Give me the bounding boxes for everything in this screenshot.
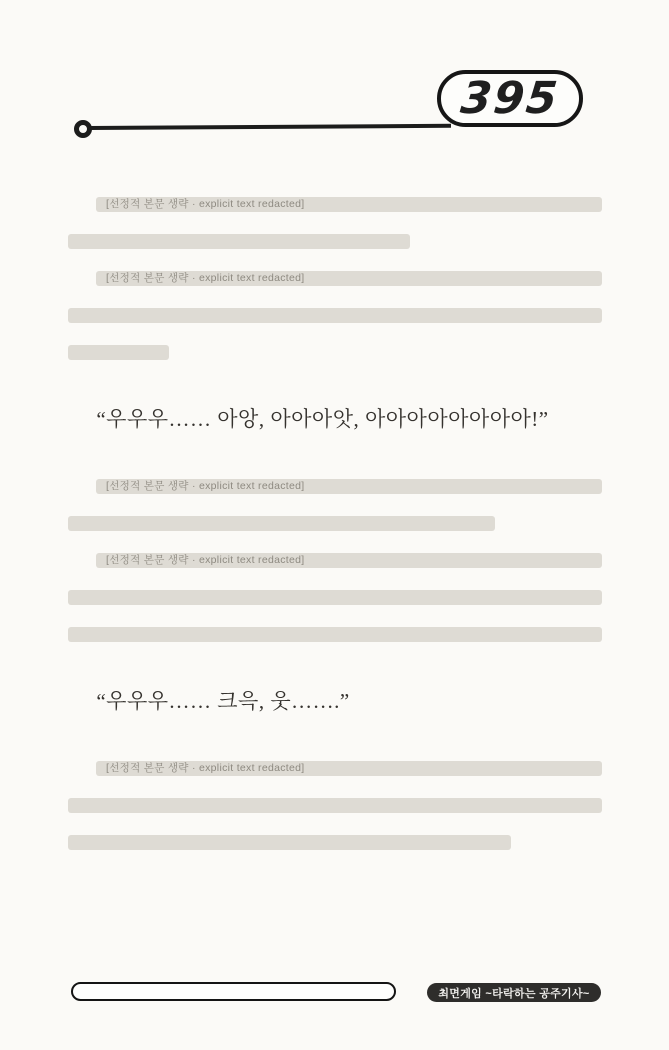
redaction-bar [68,590,602,605]
dialogue-2: “우우우…… 크윽, 웃…….” [96,689,350,713]
redaction-bar [68,516,495,531]
paragraph-3-redacted [68,468,602,542]
series-title: 최면게임 ~타락하는 공주기사~ [438,987,590,1000]
footer-title-pill [427,983,601,1002]
page-number: 395 [458,72,562,124]
dialogue-1: “우우우…… 아앙, 아아아앗, 아아아아아아아아!” [96,407,549,431]
redaction-bar [96,553,602,568]
redaction-bar [96,271,602,286]
redaction-bar [68,345,169,360]
paragraph-5-redacted [68,750,602,861]
footer-empty-pill [71,982,396,1001]
redaction-bar [68,627,602,642]
redacted-line [68,468,602,505]
redacted-line [68,579,602,616]
redacted-line [68,186,602,223]
redaction-note: [선정적 본문 생략 · explicit text redacted] [106,762,305,774]
redacted-line [68,260,602,297]
redaction-note: [선정적 본문 생략 · explicit text redacted] [106,480,305,492]
header-rule [89,124,451,130]
redaction-bar [68,234,410,249]
redacted-line [68,334,602,371]
redacted-line [68,750,602,787]
paragraph-2-redacted [68,260,602,371]
redaction-note: [선정적 본문 생략 · explicit text redacted] [106,554,305,566]
redacted-line [68,297,602,334]
content-blocks [68,186,602,861]
redaction-bar [68,835,511,850]
redaction-bar [68,308,602,323]
redacted-line [68,787,602,824]
paragraph-4-redacted [68,542,602,653]
redacted-line [68,505,602,542]
paragraph-1-redacted [68,186,602,260]
redacted-line [68,616,602,653]
redaction-bar [96,479,602,494]
redaction-bar [96,197,602,212]
redacted-line [68,223,602,260]
page-number-badge [437,70,583,127]
redaction-bar [68,798,602,813]
redacted-line [68,824,602,861]
redaction-note: [선정적 본문 생략 · explicit text redacted] [106,272,305,284]
redaction-bar [96,761,602,776]
redaction-note: [선정적 본문 생략 · explicit text redacted] [106,198,305,210]
redacted-line [68,542,602,579]
